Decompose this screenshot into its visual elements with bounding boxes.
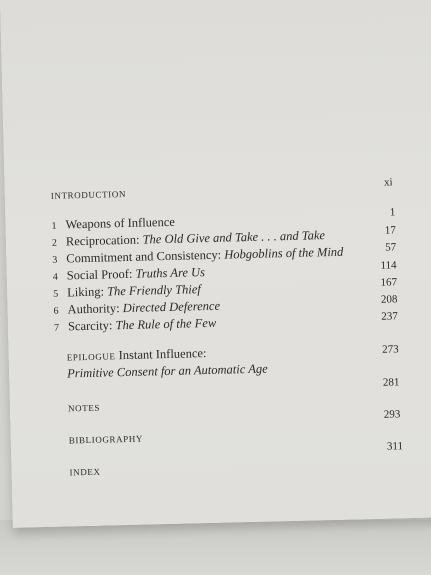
toc-index-label: INDEX <box>69 466 101 478</box>
chapter-title: Authority: <box>67 301 123 317</box>
chapter-subtitle: Directed Deference <box>122 298 221 316</box>
toc-chapter-1-page: 1 <box>389 206 396 219</box>
chapter-number: 3 <box>52 254 58 266</box>
chapter-title: Weapons of Influence <box>65 214 176 232</box>
chapter-subtitle: Truths Are Us <box>135 265 206 281</box>
toc-chapter-6-page: 208 <box>380 293 398 306</box>
toc-chapter-7-page: 237 <box>381 310 398 323</box>
toc-index-page: 311 <box>386 440 404 453</box>
toc-chapter-3-page: 57 <box>385 241 397 254</box>
epilogue-title: Instant Influence: <box>115 346 207 363</box>
background-surface <box>0 520 431 575</box>
toc-chapter-2-page: 17 <box>384 224 396 237</box>
chapter-number: 2 <box>51 237 58 249</box>
chapter-number: 7 <box>53 322 60 334</box>
toc-chapter-5-page: 167 <box>380 276 398 289</box>
toc-chapter-1 <box>51 215 175 234</box>
chapter-title: Liking: <box>66 284 108 300</box>
epilogue-subtitle: Primitive Consent for an Automatic Age <box>66 361 268 381</box>
toc-chapter-7 <box>54 316 217 336</box>
toc-notes-label: NOTES <box>67 402 101 414</box>
toc-epilogue-page: 273 <box>382 343 399 356</box>
chapter-subtitle: The Old Give and Take . . . and Take <box>142 228 326 247</box>
toc-introduction-page: xi <box>383 176 393 189</box>
chapter-title: Commitment and Consistency: <box>66 247 225 266</box>
toc-bibliography-page: 293 <box>383 408 401 421</box>
toc-bibliography-label: BIBLIOGRAPHY <box>68 433 144 446</box>
toc-epilogue <box>67 346 207 364</box>
toc-chapter-4-page: 114 <box>380 259 397 272</box>
chapter-number: 6 <box>53 305 59 317</box>
chapter-subtitle: Hobgoblins of the Mind <box>224 244 344 262</box>
chapter-number: 4 <box>52 271 58 283</box>
chapter-number: 5 <box>53 288 59 300</box>
chapter-subtitle: The Friendly Thief <box>106 282 201 299</box>
toc-introduction-label: INTRODUCTION <box>50 188 127 201</box>
chapter-title: Scarcity: <box>67 318 116 334</box>
toc-epilogue-subtitle <box>67 362 268 381</box>
chapter-title: Reciprocation: <box>65 232 143 249</box>
chapter-subtitle: The Rule of the Few <box>115 315 217 333</box>
toc-notes-page: 281 <box>382 376 400 389</box>
chapter-number: 1 <box>51 220 57 232</box>
epilogue-label: EPILOGUE <box>66 351 116 363</box>
chapter-title: Social Proof: <box>66 266 136 283</box>
